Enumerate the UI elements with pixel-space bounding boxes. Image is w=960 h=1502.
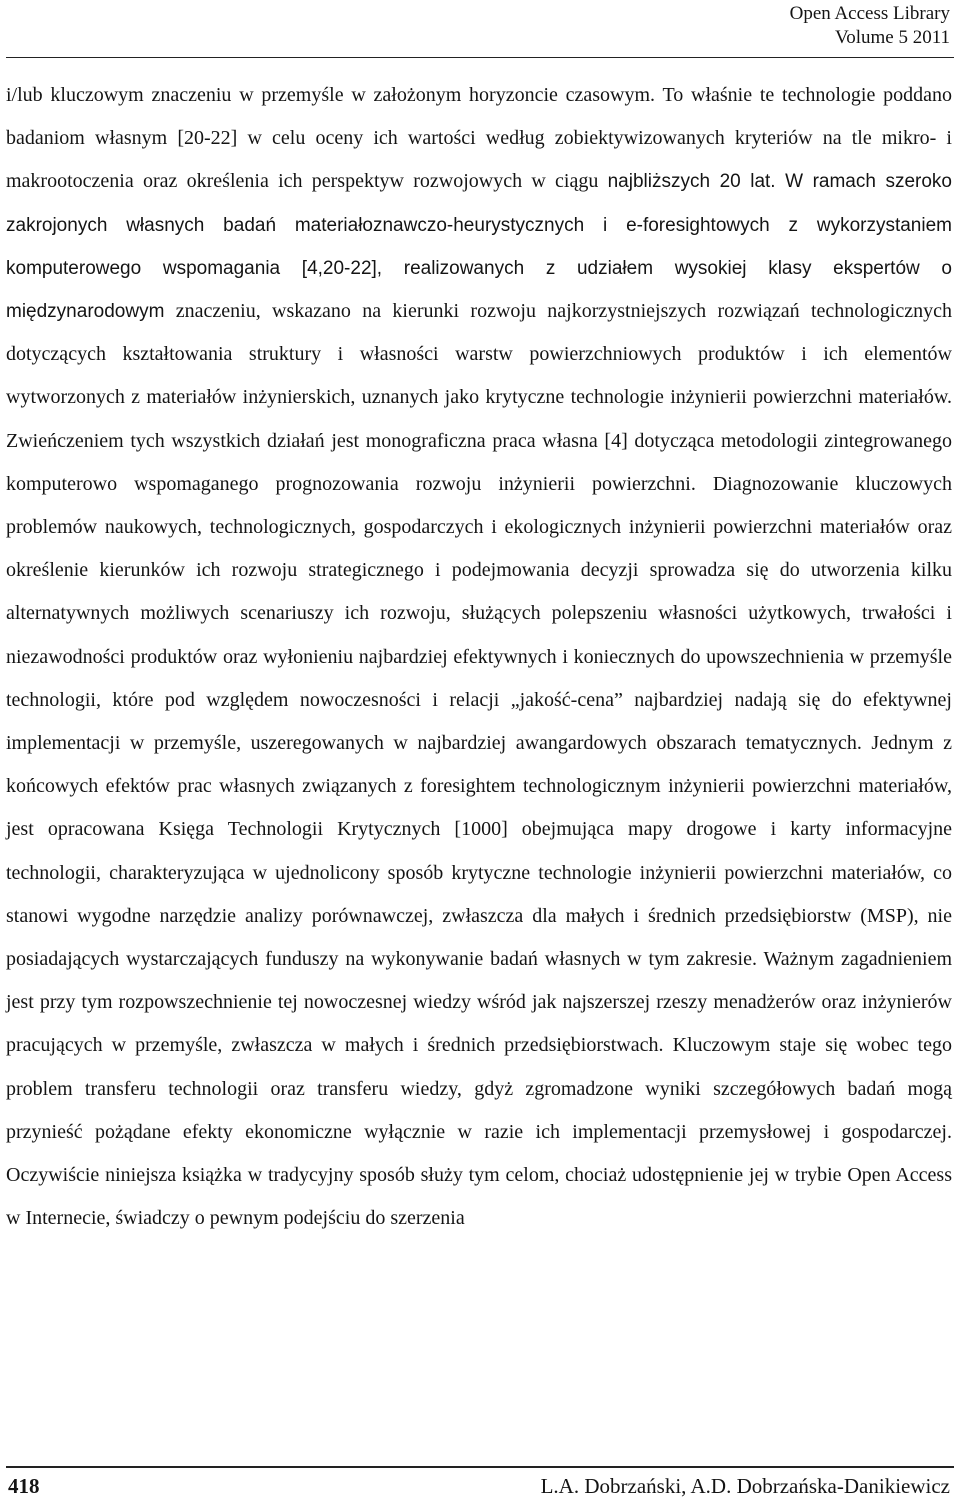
header-divider: [6, 57, 954, 58]
body-paragraph: [6, 74, 952, 1240]
running-footer: [8, 1472, 950, 1500]
journal-title: Open Access Library: [789, 3, 950, 24]
page-number: 418: [8, 1474, 40, 1498]
text-segment-intro: i/lub kluczowym znaczeniu w przemyśle w założonym horyzoncie czasowym. To właśnie te technologie poddano badaniom własnym [20-22] w celu oceny ich wartości według zobiektywizowanych kryteriów na tle mikro- i makrootoczenia oraz określenia ich perspektyw rozwojowych w ciągu: [6, 84, 952, 193]
text-segment-main: znaczeniu, wskazano na kierunki rozwoju najkorzystniejszych rozwiązań technologicznych dotyczących kształtowania struktury i własności warstw powierzchniowych produktów i ich elementów wytworzonych z materiałów inżynierskich, uznanych jako krytyczne technologie inżynierii powierzchni materiałów. Zwieńczeniem tych wszystkich działań jest monograficzna praca własna [4] dotycząca metodologii zintegrowanego komputerowo wspomaganego prognozowania rozwoju inżynierii powierzchni. Diagnozowanie kluczowych problemów naukowych, technologicznych, gospodarczych i ekologicznych inżynierii powierzchni materiałów oraz określenie kierunków ich rozwoju strategicznego i podejmowania decyzji sprowadza się do utworzenia kilku alternatywnych możliwych scenariuszy ich rozwoju, służących polepszeniu własności użytkowych, trwałości i niezawodności produktów oraz wyłonieniu najbardziej efektywnych i koniecznych do upowszechnienia w przemyśle technologii, które pod względem nowoczesności i relacji „jakość-cena” najbardziej nadają się do efektywnej implementacji w przemyśle, uszeregowanych w najbardziej awangardowych obszarach tematycznych. Jednym z końcowych efektów prac własnych związanych z foresightem technologicznym inżynierii powierzchni materiałów, jest opracowana Księga Technologii Krytycznych [1000] obejmująca mapy drogowe i karty informacyjne technologii, charakteryzująca w ujednolicony sposób krytyczne technologie inżynierii powierzchni materiałów, co stanowi wygodne narzędzie analizy porównawczej, zwłaszcza dla małych i średnich przedsiębiorstw (MSP), nie posiadających wystarczających funduszy na wykonywanie badań własnych w tym zakresie. Ważnym zagadnieniem jest przy tym rozpowszechnienie tej nowoczesnej wiedzy wśród jak najszerszej rzeszy menadżerów oraz inżynierów pracujących w przemyśle, zwłaszcza w małych i średnich przedsiębiorstwach. Kluczowym staje się wobec tego problem transferu technologii oraz transferu wiedzy, gdyż zgromadzone wyniki szczegółowych badań mogą przynieść pożądane efekty ekonomiczne wyłącznie w razie ich implementacji przemysłowej i gospodarczej. Oczywiście niniejsza książka w tradycyjny sposób służy tym celom, chociaż udostępnienie jej w trybie Open Access w Internecie, świadczy o pewnym podejściu do szerzenia: [6, 300, 952, 1230]
running-header: [790, 2, 950, 50]
journal-volume: Volume 5 2011: [834, 27, 950, 48]
text-segment-sans: najbliższych 20 lat. W ramach szeroko zakrojonych własnych badań materiałoznawczo-heurystycznych i e-foresightowych z wykorzystaniem komputerowego wspomagania [4,20-22], realizowanych z udziałem wysokiej klasy ekspertów o międzynarodowym: [6, 171, 953, 323]
footer-authors: L.A. Dobrzański, A.D. Dobrzańska-Danikiewicz: [540, 1474, 950, 1498]
footer-divider: [6, 1466, 954, 1468]
